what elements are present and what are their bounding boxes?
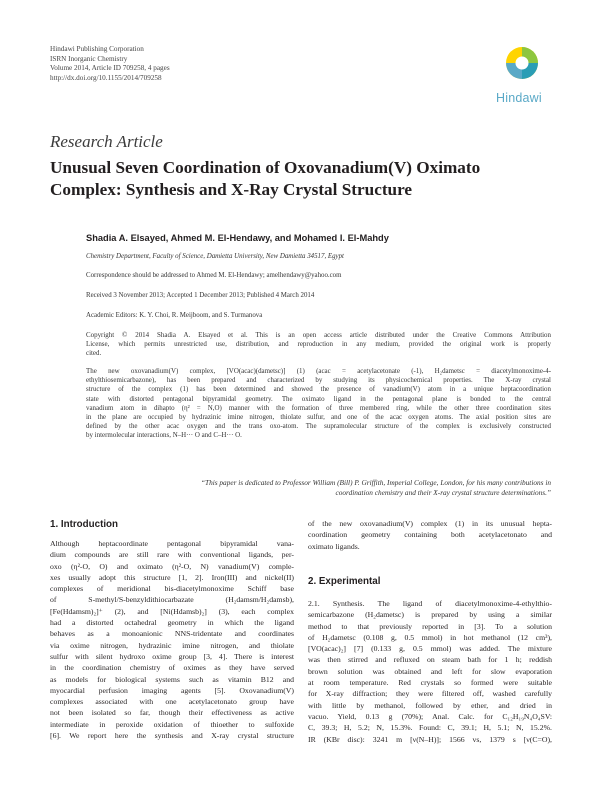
article-type: Research Article	[50, 132, 163, 151]
text-line: C, 39.3; H, 5.2; N, 15.3%. Found: C, 39.1; H, 5.1; N, 15.2%.	[308, 723, 552, 733]
abstract-line: structure of the complex (1) has been determined and showed the presence of vanadium(V) atom in a unique heptacoordination	[86, 385, 551, 394]
text-line: Although heptacoordinate pentagonal bipyramidal vana-	[50, 539, 294, 548]
text-line: coordination geometry containing both acetylacetonato and	[308, 530, 552, 540]
text-line: dium compounds are still rare with conventional ligands, per-	[50, 550, 294, 560]
text-line: at room temperature. Red crystals so formed were suitable	[308, 678, 552, 688]
text-line: [6]. We report here the synthesis and X-ray crystal structure	[50, 731, 294, 741]
text-line: myocardial perfusion imaging agents [5]. Oxovanadium(V)	[50, 685, 294, 695]
text-line: with little by methanol, followed by ether, and dried in	[308, 700, 552, 710]
text-line: semicarbazone (H₂dametsc) is prepared by using a similar	[308, 610, 552, 620]
text-line: 2.1. Synthesis. The ligand of diacetylmonoxime-4-ethylthio-	[308, 599, 552, 608]
abstract-line: ethylthiosemicarbazone), has been prepared and characterized by studying its physicochemical properties. The X-ray crystal	[86, 376, 551, 385]
text-line: method to that previously reported in [3]. To a solution	[308, 621, 552, 631]
abstract-line: state with distorted pentagonal bipyramidal geometry. The oximato ligand in the pentagonal plane is bonded to the central	[86, 394, 551, 403]
experimental-text	[308, 598, 552, 745]
text-line: had a distorted octahedral geometry in which the ligand	[50, 618, 294, 628]
doi-link[interactable]: http://dx.doi.org/10.1155/2014/709258	[50, 73, 162, 82]
text-line: IR (KBr disc): 3241 m [ν(N–H)]; 1566 vs, 1379 s [ν(C=O),	[308, 734, 552, 744]
intro-text-continued	[308, 518, 552, 552]
text-line: for X-ray diffraction; they were filtered off, washed carefully	[308, 689, 552, 699]
academic-editors: Academic Editors: K. Y. Choi, R. Meijboom, and S. Turmanova	[86, 312, 263, 319]
text-line: of the new oxovanadium(V) complex (1) in its unusual hepta-	[308, 519, 552, 528]
logo-center	[516, 57, 529, 70]
logo-wordmark: Hindawi	[496, 91, 542, 105]
text-line: oxo (η²-O, O) and oximato (η²-O, N) vanadium(V) comple-	[50, 561, 294, 571]
journal-name: ISRN Inorganic Chemistry	[50, 54, 128, 63]
abstract-line: in the plane are occupied by hydrazinic imine nitrogen, thiolate sulfur, and one of the acac oxygen atoms. The axial position sites are	[86, 413, 551, 422]
abstract-line: by intermolecular interactions, N–H··· O and C–H··· O.	[86, 431, 242, 440]
copyright	[86, 331, 551, 359]
correspondence: Correspondence should be addressed to Ahmed M. El-Hendawy; amelhendawy@yahoo.com	[86, 272, 342, 279]
publication-info	[50, 45, 170, 83]
text-line: of H₂dametsc (0.108 g, 0.5 mmol) in hot methanol (12 cm³),	[308, 632, 552, 642]
title-line: Unusual Seven Coordination of Oxovanadium(V) Oximato	[50, 158, 481, 177]
text-line: was then stirred and refluxed on steam bath for 1 h; reddish	[308, 655, 552, 665]
text-line: intermediate in peroxide oxidation of thioether to sulfoxide	[50, 719, 294, 729]
text-line: xes usually adopt this structure [1, 2]. Iron(III) and nickel(II)	[50, 572, 294, 582]
article-title	[50, 157, 550, 200]
dedication-line: coordination chemistry and their X-ray crystal structure determinations.”	[335, 487, 551, 497]
text-line: via oxime nitrogen, hydrazinic imine nitrogen, and thiolate	[50, 640, 294, 650]
abstract-line: defined by the other acac oxygen and the trans oxo-atom. The supramolecular structure of the complex is exclusively constructed	[86, 422, 551, 431]
text-line: complexes of meridional bis-diacetylmonoxime Schiff base	[50, 584, 294, 594]
abstract	[86, 367, 551, 441]
affiliation: Chemistry Department, Faculty of Science, Damietta University, New Damietta 34517, Egypt	[86, 253, 344, 260]
text-line: oximato ligands.	[308, 541, 360, 551]
text-line: [Fe(Hdamsm)₂]⁺ (2), and [Ni(Hdamsb)₂] (3), each complex	[50, 606, 294, 616]
text-line: not been isolated so far, though their effectiveness as active	[50, 708, 294, 718]
volume-line: Volume 2014, Article ID 709258, 4 pages	[50, 64, 170, 73]
dedication-line: “This paper is dedicated to Professor William (Bill) P. Griffith, Imperial College, London, for his many contributions in	[200, 478, 551, 487]
text-line: behaves as a monoanionic NNS-tridentate and coordinates	[50, 629, 294, 639]
abstract-line: vanadium atom in dihapto (η² = N,O) manner with the formation of three membered ring, while the other three coordination sites	[86, 403, 551, 412]
intro-text	[50, 538, 294, 741]
experimental-heading: 2. Experimental	[308, 576, 381, 587]
intro-heading: 1. Introduction	[50, 519, 119, 530]
copyright-line: License, which permits unrestricted use, distribution, and reproduction in any medium, provided the original work is properly	[86, 340, 551, 349]
text-line: in the coordination chemistry of oximes as they have served	[50, 663, 294, 673]
text-line: as models for biological systems such as vitamin B12 and	[50, 674, 294, 684]
abstract-line: The new oxovanadium(V) complex, [VO(acac)(dametsc)] (1) (acac = acetylacetonate (-1), H₂dametsc = diacetylmonoxime-4-	[86, 367, 551, 375]
text-line: [VO(acac)₂] [7] (0.133 g, 0.5 mmol) was added. The mixture	[308, 644, 552, 654]
text-line: of S-methyl/S-benzyldithiocarbazate (H₂damsm/H₂damsb),	[50, 595, 294, 605]
dedication	[86, 478, 551, 497]
authors: Shadia A. Elsayed, Ahmed M. El-Hendawy, and Mohamed I. El-Mahdy	[86, 233, 389, 243]
dates: Received 3 November 2013; Accepted 1 December 2013; Published 4 March 2014	[86, 292, 315, 299]
copyright-line: Copyright © 2014 Shadia A. Elsayed et al. This is an open access article distributed under the Creative Commons Attribution	[86, 331, 551, 339]
text-line: vacuo. Yield, 0.13 g (70%); Anal. Calc. for C₁₂H₁₉N₄O₄SV:	[308, 711, 552, 721]
text-line: sulfur with silent hydroxo oxime group [3, 4]. There is interest	[50, 651, 294, 661]
copyright-line: cited.	[86, 349, 102, 358]
text-line: complexes associated with one acetylacetonato group have	[50, 697, 294, 707]
publisher: Hindawi Publishing Corporation	[50, 45, 144, 53]
title-line: Complex: Synthesis and X-Ray Crystal Structure	[50, 179, 413, 199]
text-line: brown solution was obtained and left for slow evaporation	[308, 666, 552, 676]
